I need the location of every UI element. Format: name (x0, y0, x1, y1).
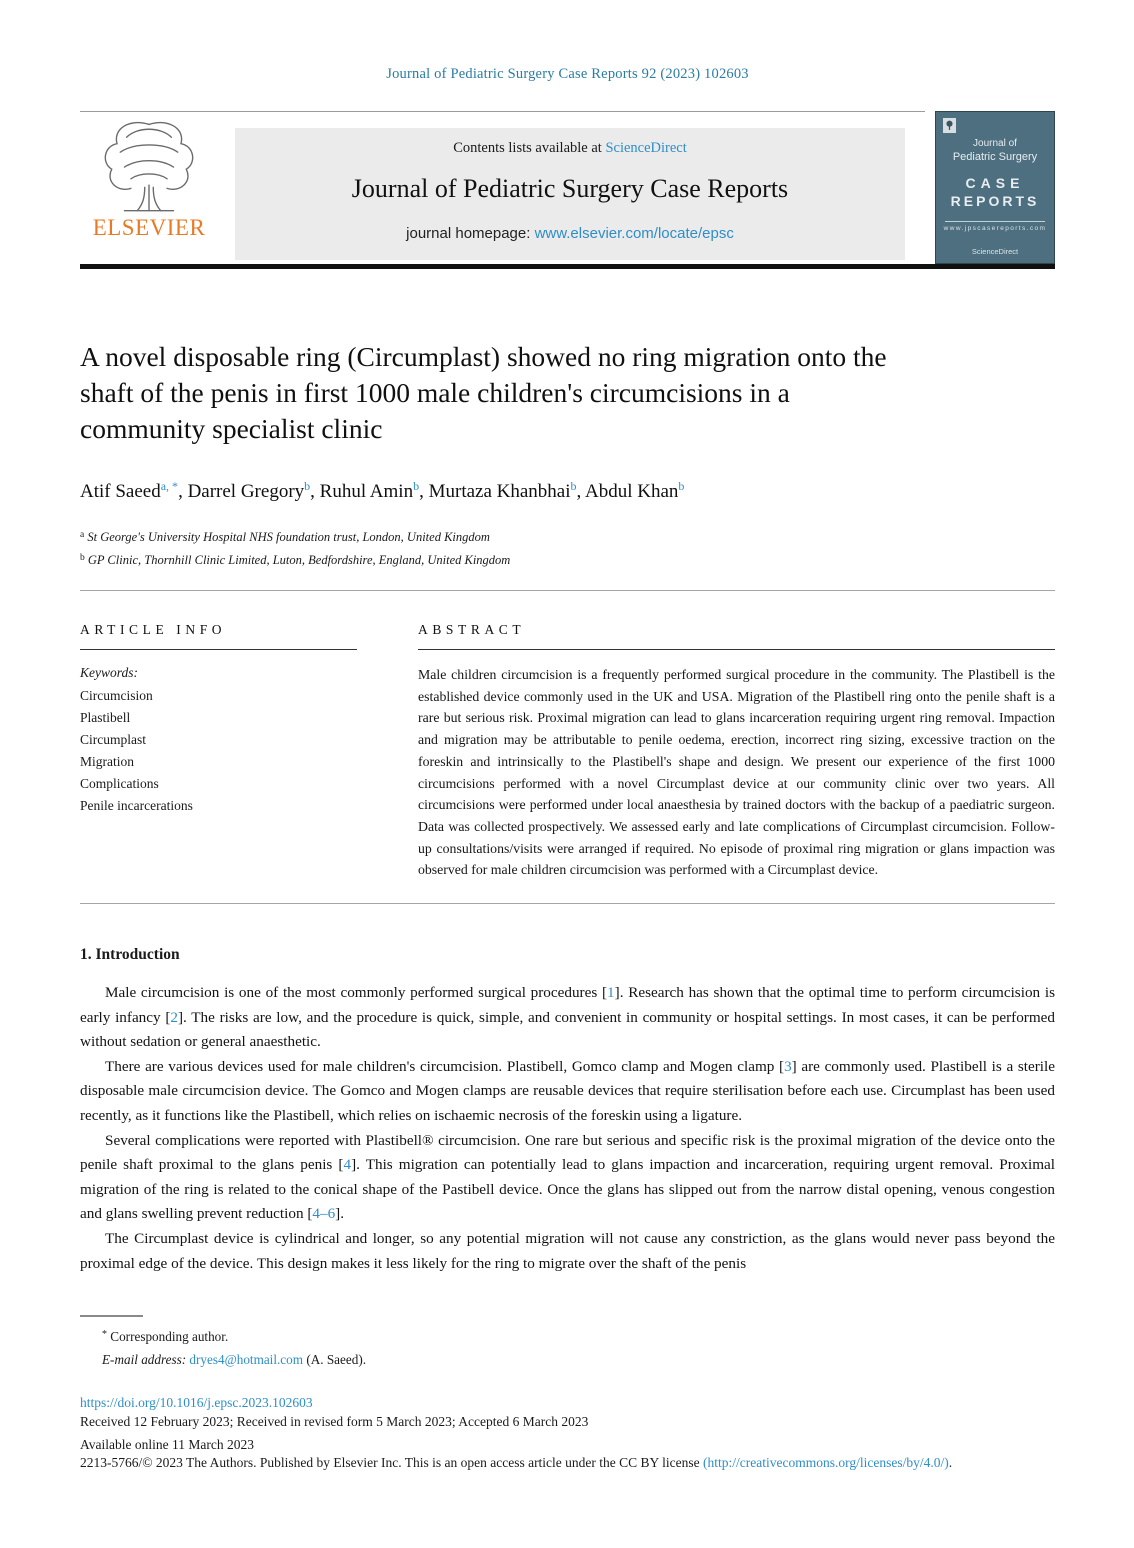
intro-paragraph-2 (80, 1055, 1055, 1129)
doi-url[interactable]: https://doi.org/10.1016/j.epsc.2023.102603 (80, 1395, 313, 1411)
email-label: E-mail address: (102, 1352, 190, 1368)
footnote-rule (80, 1315, 143, 1317)
keyword-item: Plastibell (80, 710, 131, 725)
contents-available-line (235, 140, 905, 157)
cover-pediatric-surgery: Pediatric Surgery (952, 151, 1038, 163)
cc-license-link[interactable]: (http://creativecommons.org/licenses/by/4.0/) (703, 1455, 949, 1471)
affiliation-superscript: a (80, 530, 85, 540)
article-title: A novel disposable ring (Circumplast) showed no ring migration onto the shaft of the penis in first 1000 male children's circumcisions in a community specialist clinic (80, 341, 887, 444)
article-info-heading-rule (80, 649, 357, 650)
text-segment: ]. This migration can potentially lead to glans impaction and incarceration, requiring urgent removal. Proximal migration of the ring is related to the conical shape of the Pastibell device. Once the glans has slipped out from the narrow distal opening, venous congestion and glans swelling prevent reduction [ (80, 1156, 1055, 1223)
cover-divider (945, 221, 1044, 222)
cover-journal-of: Journal of (973, 138, 1017, 149)
author-list (80, 481, 1055, 503)
abstract-bottom-rule (80, 903, 1055, 904)
elsevier-logo[interactable] (80, 117, 218, 241)
text-segment: Several complications were reported with Plastibell® circumcision. One rare but serious and specific risk is the proximal migration of the device onto the penile shaft proximal to the glans penis [ (80, 1131, 1055, 1174)
text-segment: ]. (335, 1205, 345, 1223)
journal-title: Journal of Pediatric Surgery Case Reports (351, 174, 789, 203)
text-segment: . (948, 1455, 953, 1471)
article-info-heading: ARTICLE INFO (80, 622, 227, 637)
text-segment: Male circumcision is one of the most commonly performed surgical procedures [ (105, 984, 608, 1002)
author-superscript: b (413, 479, 420, 493)
keyword-item: Circumcision (80, 688, 153, 703)
intro-paragraph-4 (80, 1227, 1055, 1276)
intro-paragraph-1 (80, 981, 1055, 1055)
citation-ref-4-6[interactable]: 4–6 (312, 1205, 336, 1223)
affiliation-b (80, 550, 1055, 573)
affiliation-a (80, 527, 1055, 550)
author-superscript: a, * (160, 479, 179, 493)
text-segment: St George's University Hospital NHS foundation trust, London, United Kingdom (84, 530, 490, 544)
cover-case: CASE (965, 175, 1025, 191)
homepage-link[interactable]: www.elsevier.com/locate/epsc (534, 225, 734, 242)
text-segment: , Darrel Gregory (178, 481, 305, 502)
text-segment: There are various devices used for male children's circumcision. Plastibell, Gomco clamp and Mogen clamp [ (105, 1057, 785, 1075)
journal-header-banner (80, 111, 1055, 264)
author-superscript: b (304, 479, 311, 493)
introduction-heading: 1. Introduction (80, 946, 180, 964)
keyword-item: Circumplast (80, 732, 146, 747)
text-segment: , Murtaza Khanbhai (419, 481, 571, 502)
text-segment: Corresponding author. (107, 1329, 229, 1345)
mini-tree-icon (945, 120, 954, 131)
email-link[interactable]: dryes4@hotmail.com (189, 1352, 304, 1368)
text-segment: journal homepage: (406, 225, 535, 242)
copyright-line (80, 1453, 1055, 1474)
cover-website-url: www.jpscasereports.com (943, 225, 1047, 232)
available-online-line: Available online 11 March 2023 (80, 1437, 254, 1453)
elsevier-tree-icon (93, 117, 205, 215)
citation-ref-1[interactable]: 1 (607, 984, 615, 1002)
cover-sciencedirect-brand: ScienceDirect (971, 247, 1019, 256)
abstract-text: Male children circumcision is a frequently performed surgical procedure in the community. The Plastibell is the established device commonly used in the UK and USA. Migration of the Plastibell ring onto the penile shaft is a rare but serious risk. Proximal migration can lead to glans incarceration requiring urgent ring removal. Impaction and migration may be attributable to penile oedema, erection, incorrect ring sizing, excessive traction on the foreskin and intrinsically to the Plastibell's shape and design. We present our experience of the first 1000 circumcisions performed with a novel Circumplast device at our community clinic over two years. All circumcisions were performed under local anaesthesia by trained doctors with the backup of a paediatric surgeon. Data was collected prospectively. We assessed early and late complications of Circumplast circumcision. Follow-up consultations/visits were arranged if required. No episode of proximal ring migration or glans impaction was observed for male children circumcision was performed with a Circumplast device. (418, 667, 1055, 878)
journal-homepage-line (235, 225, 905, 242)
corresponding-author-note (80, 1326, 1055, 1349)
abstract-heading: ABSTRACT (418, 622, 526, 637)
citation-ref-2[interactable]: 2 (170, 1008, 178, 1026)
keyword-item: Penile incarcerations (80, 798, 193, 813)
footnote-asterisk: * (102, 1329, 107, 1341)
header-black-rule (80, 264, 1055, 269)
affiliations (80, 527, 1055, 573)
text-segment: (A. Saeed). (303, 1352, 367, 1368)
cover-elsevier-mini-logo (943, 118, 956, 133)
author-superscript: b (570, 479, 577, 493)
text-segment: , Abdul Khan (576, 481, 679, 502)
doi-link[interactable] (80, 1395, 1055, 1411)
cover-reports: REPORTS (950, 193, 1040, 209)
email-address-line (80, 1349, 1055, 1370)
header-top-rule (80, 111, 925, 112)
abstract-heading-rule (418, 649, 1055, 650)
journal-citation-line: Journal of Pediatric Surgery Case Reports 92 (2023) 102603 (386, 66, 749, 82)
text-segment: ] are commonly used. Plastibell is a sterile disposable male circumcision device. The Gomco and Mogen clamps are reusable devices that require sterilisation before each use. Circumplast has been used recently, as it functions like the Plastibell, which relies on ischaemic necrosis of the foreskin using a ligature. (80, 1057, 1055, 1124)
keywords-list (80, 685, 357, 817)
text-segment: ]. Research has shown that the optimal time to perform circumcision is early infancy [ (80, 984, 1055, 1026)
text-segment: The Circumplast device is cylindrical and longer, so any potential migration will not cause any constriction, as the glans would never pass beyond the proximal edge of the device. This design makes it less likely for the ring to migrate over the shaft of the penis (80, 1229, 1055, 1272)
text-segment: ]. The risks are low, and the procedure is quick, simple, and convenient in community or hospital settings. In most cases, it can be performed without sedation or general anaesthetic. (80, 1008, 1055, 1051)
keyword-item: Complications (80, 776, 159, 791)
keyword-item: Migration (80, 754, 134, 769)
text-segment: , Ruhul Amin (310, 481, 414, 502)
text-segment: 2213-5766/© 2023 The Authors. Published by Elsevier Inc. This is an open access article under the CC BY license (80, 1455, 704, 1471)
affiliation-superscript: b (80, 553, 85, 563)
intro-paragraph-3 (80, 1129, 1055, 1227)
journal-cover-thumbnail[interactable] (935, 111, 1055, 264)
citation-ref-3[interactable]: 3 (784, 1057, 792, 1075)
citation-ref-4[interactable]: 4 (343, 1156, 352, 1174)
sciencedirect-link[interactable]: ScienceDirect (605, 140, 687, 156)
text-segment: GP Clinic, Thornhill Clinic Limited, Luton, Bedfordshire, England, United Kingdom (84, 553, 511, 567)
text-segment: Atif Saeed (80, 481, 161, 502)
info-abstract-section (80, 591, 1055, 881)
abstract-column (418, 591, 1055, 881)
article-info-column (80, 591, 357, 881)
author-superscript: b (678, 479, 685, 493)
page-content (80, 0, 1055, 1474)
journal-banner (235, 128, 905, 260)
elsevier-wordmark: ELSEVIER (92, 215, 206, 240)
received-dates-line: Received 12 February 2023; Received in revised form 5 March 2023; Accepted 6 March 2023 (80, 1414, 589, 1430)
keywords-label: Keywords: (80, 665, 138, 680)
text-segment: Contents lists available at (453, 140, 606, 156)
